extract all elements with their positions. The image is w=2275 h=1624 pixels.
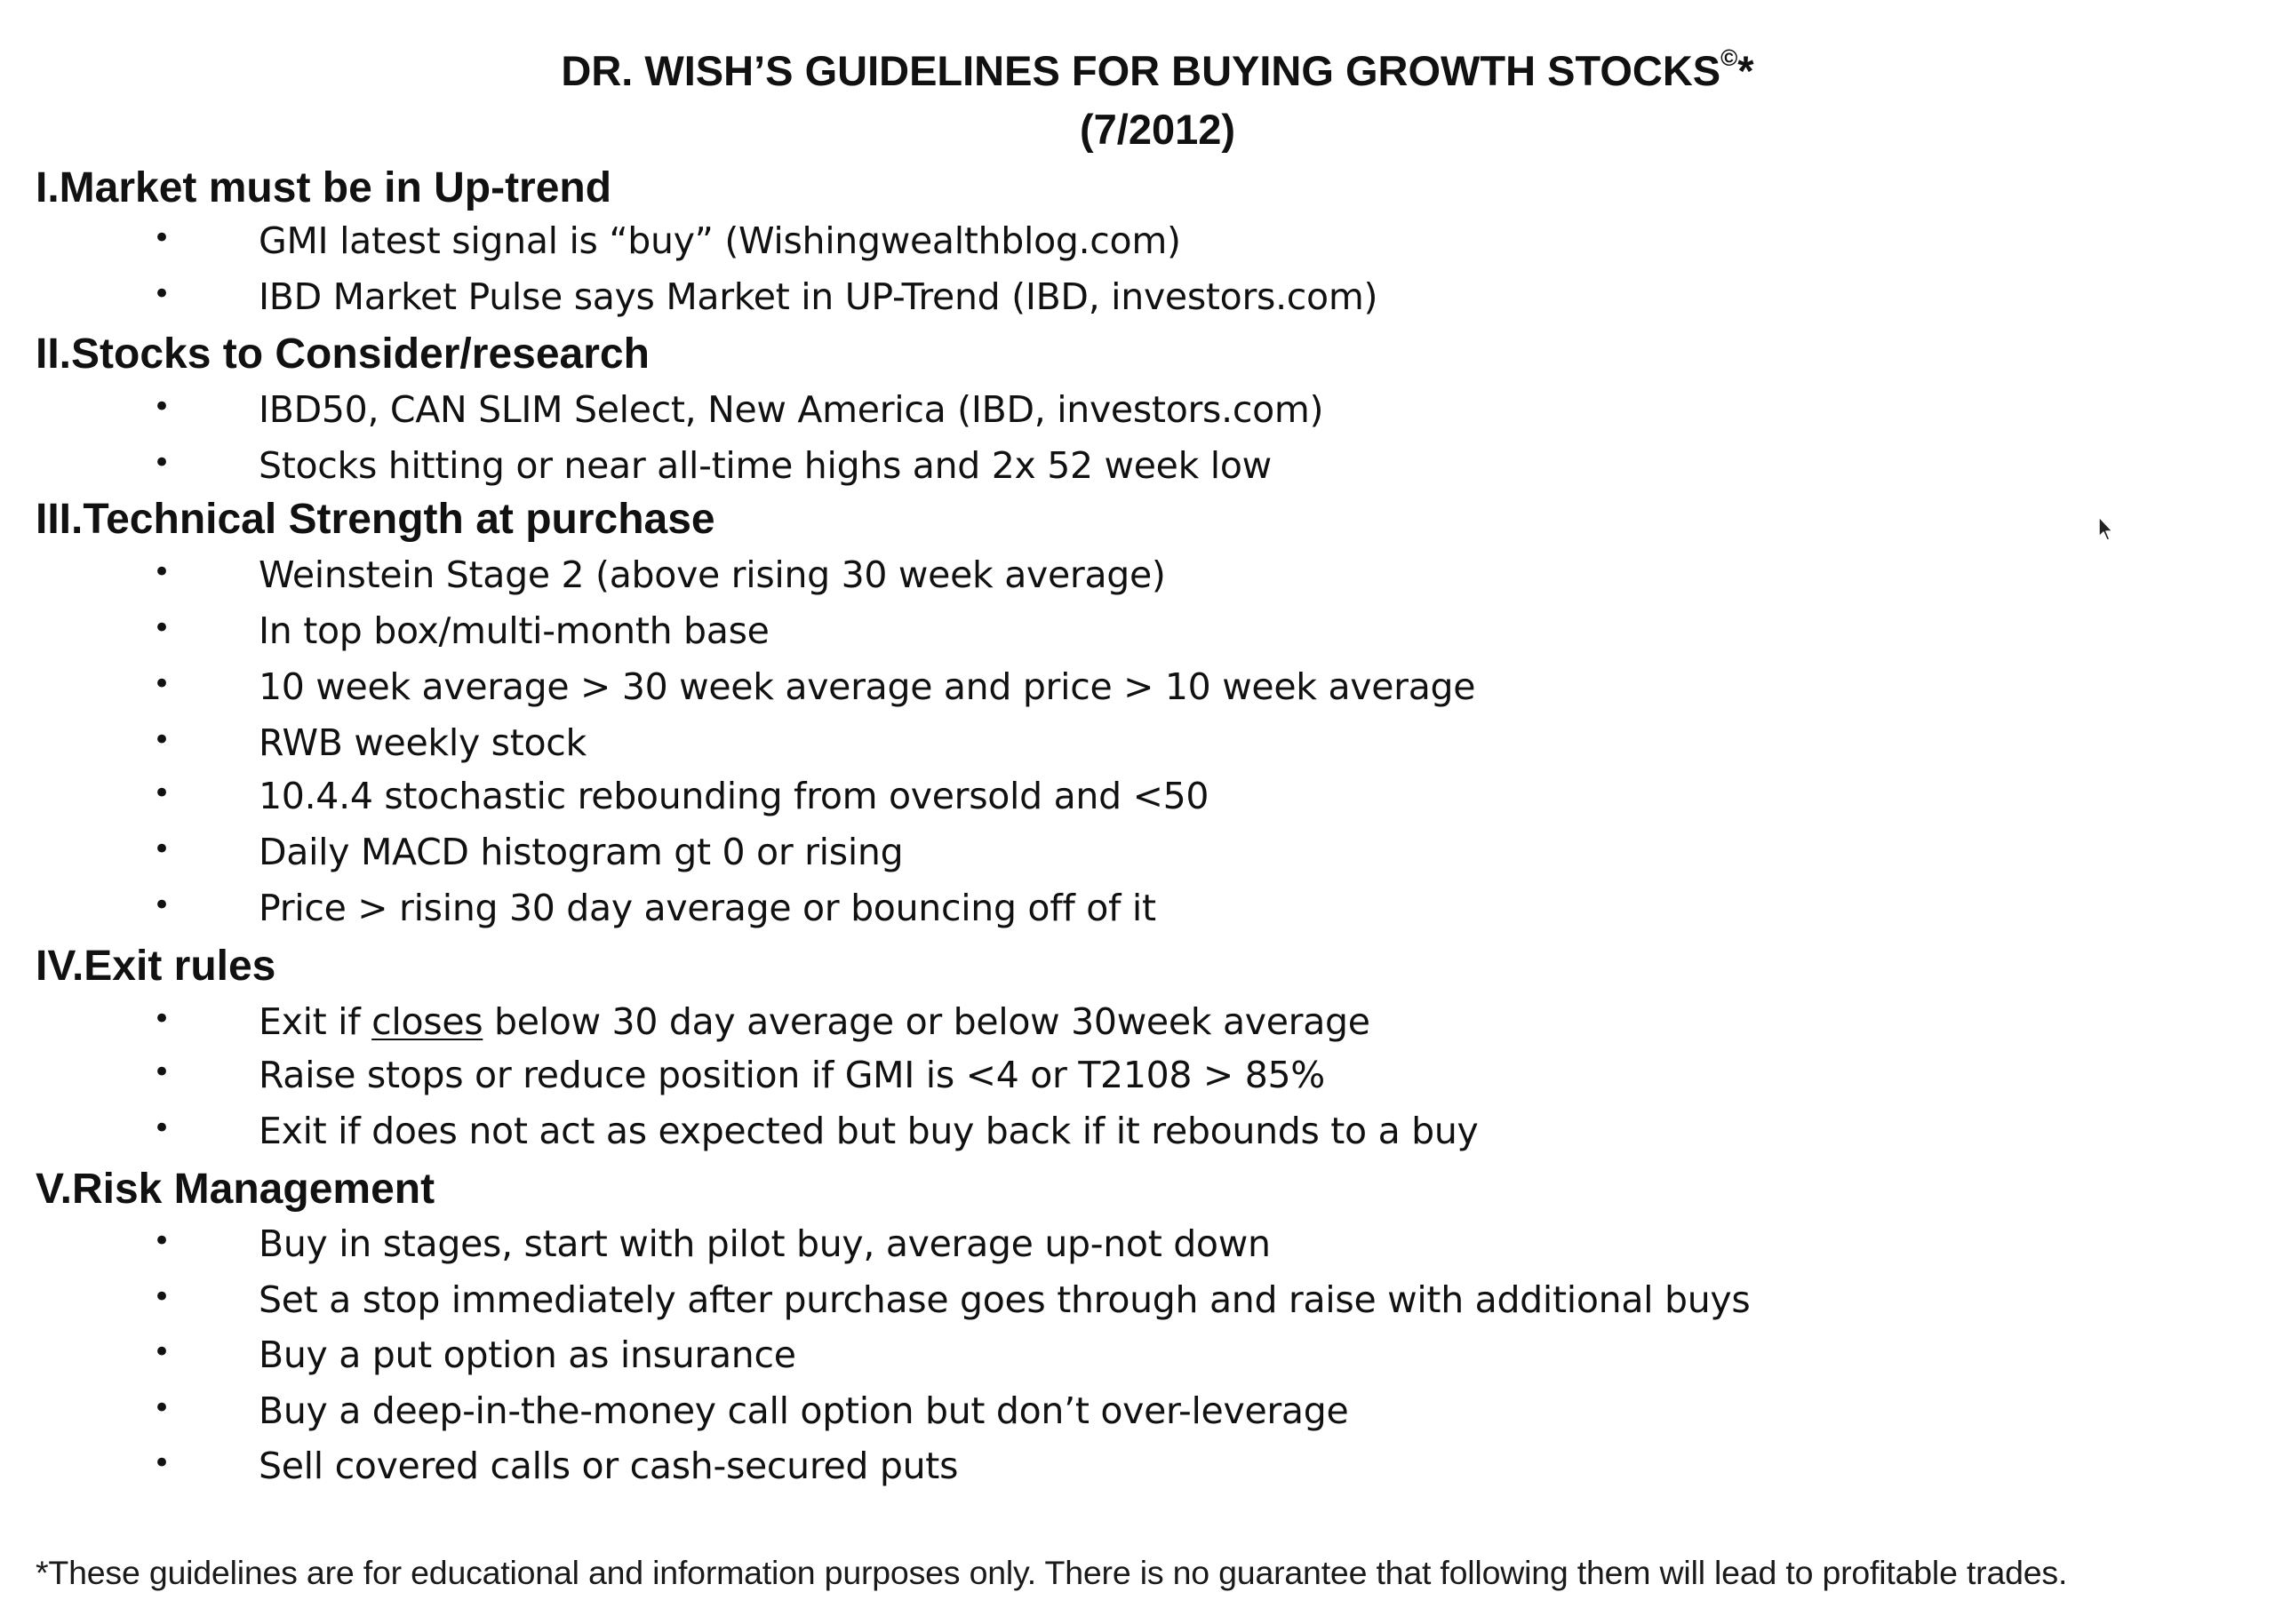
list-item <box>0 553 2275 610</box>
list-item <box>0 1222 2275 1279</box>
bullet-icon: • <box>153 1055 172 1090</box>
list-item-text: RWB weekly stock <box>259 721 587 764</box>
bullet-icon: • <box>153 1111 172 1146</box>
list-item-text: Raise stops or reduce position if GMI is <4 or T2108 > 85% <box>259 1054 1325 1096</box>
list-item-text: Sell covered calls or cash-secured puts <box>259 1445 959 1487</box>
list-item <box>0 775 2275 832</box>
document-title: DR. WISH’S GUIDELINES FOR BUYING GROWTH STOCKS <box>561 47 1721 94</box>
list-item-text: Daily MACD histogram gt 0 or rising <box>259 831 904 873</box>
list-item-text: Buy a put option as insurance <box>259 1333 796 1376</box>
section-heading-risk-management: V.Risk Management <box>36 1166 435 1213</box>
list-item <box>0 665 2275 722</box>
bullet-icon: • <box>153 888 172 923</box>
section-heading-technical-strength: III.Technical Strength at purchase <box>36 496 715 543</box>
list-item-text-start: Exit if <box>259 1000 372 1043</box>
list-item-text <box>259 1000 1370 1043</box>
list-item <box>0 831 2275 888</box>
list-item-text: Set a stop immediately after purchase goes through and raise with additional buys <box>259 1278 1751 1321</box>
bullet-icon: • <box>153 1279 172 1315</box>
bullet-icon: • <box>153 776 172 811</box>
list-item <box>0 609 2275 666</box>
bullet-icon: • <box>153 445 172 481</box>
bullet-icon: • <box>153 220 172 256</box>
title-asterisk: * <box>1737 47 1754 94</box>
list-item-text: Exit if does not act as expected but buy back if it rebounds to a buy <box>259 1110 1479 1152</box>
list-item <box>0 1110 2275 1166</box>
list-item-text: 10 week average > 30 week average and price > 10 week average <box>259 665 1476 708</box>
section-heading-market-uptrend: I.Market must be in Up-trend <box>36 164 612 211</box>
list-item <box>0 219 2275 276</box>
list-item <box>0 388 2275 445</box>
section-heading-exit-rules: IV.Exit rules <box>36 943 276 990</box>
underlined-word-closes: closes <box>371 1000 483 1043</box>
list-item <box>0 444 2275 501</box>
document-date: (7/2012) <box>1079 106 1236 153</box>
bullet-icon: • <box>153 666 172 702</box>
document-title-line <box>0 44 2275 94</box>
list-item-text: 10.4.4 stochastic rebounding from oversold and <50 <box>259 775 1209 817</box>
list-item <box>0 1278 2275 1335</box>
list-item <box>0 721 2275 778</box>
list-item-text: GMI latest signal is “buy” (Wishingwealthblog.com) <box>259 219 1181 262</box>
list-item <box>0 887 2275 943</box>
list-item-text: Price > rising 30 day average or bouncing off of it <box>259 887 1156 929</box>
bullet-icon: • <box>153 389 172 425</box>
mouse-pointer-icon <box>2097 515 2115 542</box>
bullet-icon: • <box>153 1445 172 1481</box>
list-item <box>0 1445 2275 1501</box>
list-item-text: Stocks hitting or near all-time highs and 2x 52 week low <box>259 444 1272 487</box>
bullet-icon: • <box>153 1223 172 1259</box>
bullet-icon: • <box>153 1390 172 1426</box>
list-item-text: IBD50, CAN SLIM Select, New America (IBD, investors.com) <box>259 388 1324 431</box>
copyright-mark: © <box>1720 44 1738 71</box>
bullet-icon: • <box>153 1001 172 1037</box>
section-heading-stocks-to-consider: II.Stocks to Consider/research <box>36 330 650 378</box>
list-item-text-end: below 30 day average or below 30week average <box>483 1000 1370 1043</box>
list-item <box>0 1000 2275 1057</box>
list-item <box>0 1054 2275 1111</box>
bullet-icon: • <box>153 554 172 590</box>
bullet-icon: • <box>153 722 172 758</box>
list-item-text: Buy in stages, start with pilot buy, average up-not down <box>259 1222 1271 1265</box>
list-item-text: In top box/multi-month base <box>259 609 770 652</box>
list-item <box>0 1333 2275 1390</box>
bullet-icon: • <box>153 832 172 867</box>
list-item <box>0 275 2275 332</box>
list-item <box>0 1389 2275 1446</box>
list-item-text: Weinstein Stage 2 (above rising 30 week average) <box>259 553 1166 596</box>
list-item-text: IBD Market Pulse says Market in UP-Trend (IBD, investors.com) <box>259 275 1378 318</box>
bullet-icon: • <box>153 276 172 312</box>
bullet-icon: • <box>153 610 172 646</box>
bullet-icon: • <box>153 1334 172 1370</box>
list-item-text: Buy a deep-in-the-money call option but don’t over-leverage <box>259 1389 1349 1432</box>
disclaimer-footnote: *These guidelines are for educational and information purposes only. There is no guarantee that following them will lead to profitable trades. <box>36 1554 2068 1591</box>
